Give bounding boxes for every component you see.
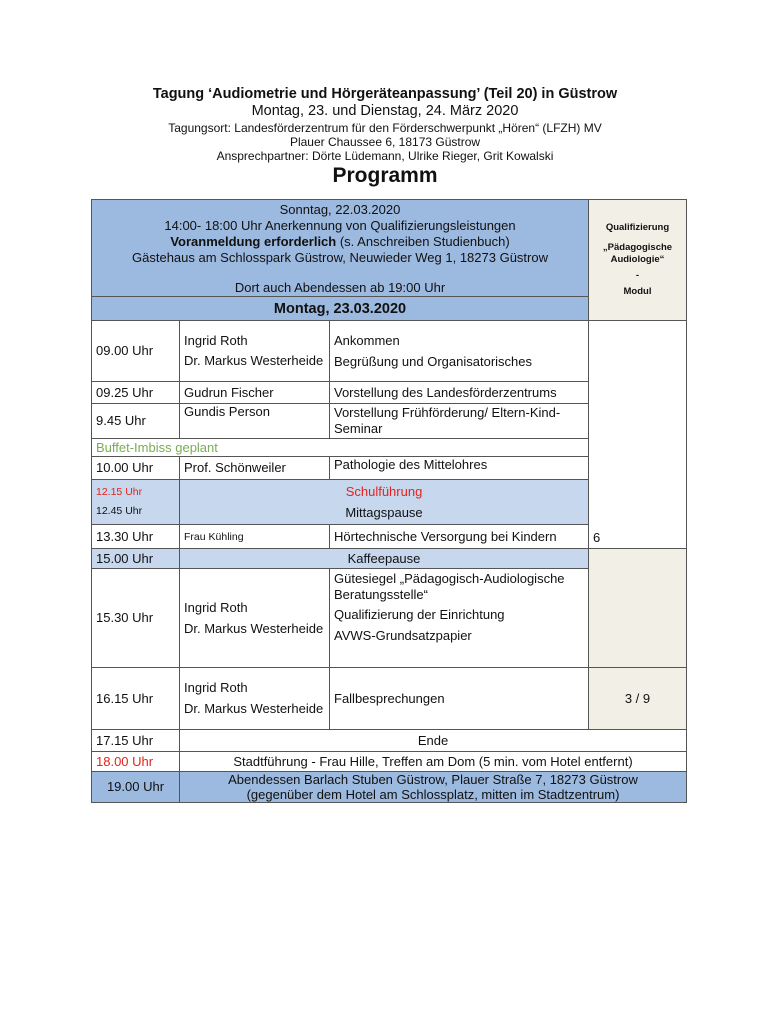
side-column-number: 6 bbox=[589, 321, 687, 549]
speaker-kuehling: Frau Kühling bbox=[180, 525, 330, 549]
topic-seal: Gütesiegel „Pädagogisch-Audiologische Beratungsstelle“ bbox=[334, 571, 565, 602]
qualification-title: Qualifizierung bbox=[605, 222, 670, 233]
time-1900: 19.00 Uhr bbox=[92, 772, 180, 803]
time-1715: 17.15 Uhr bbox=[92, 730, 180, 752]
speakers-1615 bbox=[180, 668, 330, 730]
school-tour: Schulführung bbox=[345, 484, 423, 499]
topic-avws: AVWS-Grundsatzpapier bbox=[334, 628, 472, 643]
monday-heading: Montag, 23.03.2020 bbox=[92, 297, 589, 321]
topic-qualification: Qualifizierung der Einrichtung bbox=[334, 607, 505, 622]
time-1215-1245 bbox=[92, 480, 180, 525]
time-1000: 10.00 Uhr bbox=[92, 457, 180, 480]
sunday-registration bbox=[96, 234, 584, 250]
topic-middle-ear: Pathologie des Mittelohres bbox=[330, 457, 589, 480]
time-1530: 15.30 Uhr bbox=[92, 569, 180, 668]
address-line: Plauer Chaussee 6, 18173 Güstrow bbox=[289, 135, 481, 149]
end-label: Ende bbox=[180, 730, 687, 752]
speaker-fischer: Gudrun Fischer bbox=[180, 382, 330, 404]
qualification-dash: - bbox=[635, 270, 640, 281]
time-0945: 9.45 Uhr bbox=[92, 404, 180, 439]
qualification-subject: „Pädagogische Audiologie“ bbox=[602, 242, 673, 265]
time-1215: 12.15 Uhr bbox=[96, 486, 143, 498]
time-0900: 09.00 Uhr bbox=[92, 321, 180, 382]
time-1500: 15.00 Uhr bbox=[92, 549, 180, 569]
time-1800: 18.00 Uhr bbox=[92, 752, 180, 772]
qualification-box bbox=[589, 200, 687, 321]
coffee-break: Kaffeepause bbox=[180, 549, 589, 569]
program-heading: Programm bbox=[332, 164, 438, 187]
conference-dates: Montag, 23. und Dienstag, 24. März 2020 bbox=[251, 103, 519, 119]
side-ratio: 3 / 9 bbox=[589, 668, 687, 730]
speakers-0900 bbox=[180, 321, 330, 382]
side-beige-block bbox=[589, 549, 687, 668]
speaker-westerheide: Dr. Markus Westerheide bbox=[184, 701, 324, 716]
buffet-note: Buffet-Imbiss geplant bbox=[92, 439, 589, 457]
sunday-location: Gästehaus am Schlosspark Güstrow, Neuwieder Weg 1, 18273 Güstrow bbox=[132, 250, 548, 265]
registration-note: (s. Anschreiben Studienbuch) bbox=[336, 234, 510, 249]
contacts-line: Ansprechpartner: Dörte Lüdemann, Ulrike Rieger, Grit Kowalski bbox=[216, 149, 554, 163]
program-table bbox=[91, 199, 687, 803]
conference-title: Tagung ‘Audiometrie und Hörgeräteanpassung’ (Teil 20) in Güstrow bbox=[152, 86, 618, 102]
sunday-dinner: Dort auch Abendessen ab 19:00 Uhr bbox=[234, 280, 446, 295]
city-tour: Stadtführung - Frau Hille, Treffen am Dom (5 min. vom Hotel entfernt) bbox=[180, 752, 687, 772]
dinner-note: (gegenüber dem Hotel am Schlossplatz, mitten im Stadtzentrum) bbox=[246, 787, 620, 802]
registration-required: Voranmeldung erforderlich bbox=[170, 234, 337, 249]
sunday-block bbox=[92, 200, 589, 297]
time-1615: 16.15 Uhr bbox=[92, 668, 180, 730]
speaker-roth: Ingrid Roth bbox=[184, 680, 248, 695]
topics-0900 bbox=[330, 321, 589, 382]
topic-hearing-tech: Hörtechnische Versorgung bei Kindern bbox=[330, 525, 589, 549]
lunch-break: Mittagspause bbox=[345, 505, 423, 520]
speaker-westerheide: Dr. Markus Westerheide bbox=[184, 353, 324, 368]
speaker-schoenweiler: Prof. Schönweiler bbox=[180, 457, 330, 480]
speakers-1530 bbox=[180, 569, 330, 668]
sunday-recognition: 14:00- 18:00 Uhr Anerkennung von Qualifizierungsleistungen bbox=[164, 218, 516, 233]
dinner-block bbox=[180, 772, 687, 803]
speaker-roth: Ingrid Roth bbox=[184, 599, 248, 615]
dinner-location: Abendessen Barlach Stuben Güstrow, Plauer Straße 7, 18273 Güstrow bbox=[228, 772, 638, 787]
speaker-roth: Ingrid Roth bbox=[184, 333, 248, 348]
time-1330: 13.30 Uhr bbox=[92, 525, 180, 549]
time-0925: 09.25 Uhr bbox=[92, 382, 180, 404]
time-1245: 12.45 Uhr bbox=[96, 505, 143, 517]
topic-welcome: Begrüßung und Organisatorisches bbox=[334, 353, 533, 369]
sunday-date: Sonntag, 22.03.2020 bbox=[279, 202, 401, 217]
speaker-westerheide: Dr. Markus Westerheide bbox=[184, 620, 324, 636]
qualification-module: Modul bbox=[623, 286, 652, 297]
topic-case-discussion: Fallbesprechungen bbox=[330, 668, 589, 730]
topics-1530 bbox=[330, 569, 589, 668]
topic-lfz: Vorstellung des Landesförderzentrums bbox=[330, 382, 589, 404]
topic-arrival: Ankommen bbox=[334, 332, 400, 348]
venue-line: Tagungsort: Landesförderzentrum für den Förderschwerpunkt „Hören“ (LFZH) MV bbox=[168, 121, 602, 135]
topic-early-intervention: Vorstellung Frühförderung/ Eltern-Kind-Seminar bbox=[330, 404, 589, 439]
speaker-person: Gundis Person bbox=[180, 404, 330, 439]
midday-block bbox=[180, 480, 589, 525]
